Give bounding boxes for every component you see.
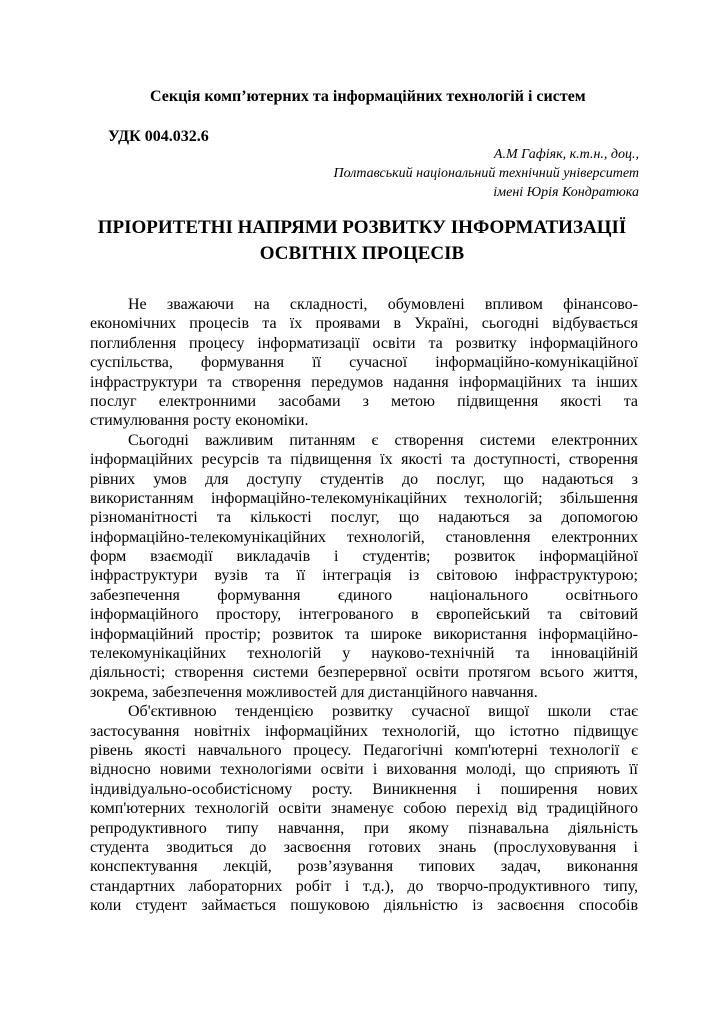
body-line: стимулювання росту економіки.	[90, 412, 309, 430]
body-line: економічних процесів та їх проявами в Україні, сьогодні відбувається	[90, 315, 638, 333]
section-heading: Секція комп’ютерних та інформаційних технологій і систем	[150, 88, 586, 105]
article-title-line: ОСВІТНІХ ПРОЦЕСІВ	[259, 243, 465, 264]
article-title	[78, 215, 646, 267]
body-line: діяльності; створення системи безперервної освіти протягом всього життя,	[90, 664, 638, 682]
body-line: інфраструктури вузів та її інтеграція із світовою інфраструктурою;	[90, 567, 638, 585]
body-line: забезпечення формування єдиного національного освітнього	[90, 586, 638, 604]
body-line: студента зводиться до засвоєння готових знань (прослуховування і	[90, 838, 638, 856]
body-line: інформаційних ресурсів та підвищення їх якості та доступності, створення	[90, 451, 638, 469]
body-line: рівень якості навчального процесу. Педагогічні комп'ютерні технології є	[90, 741, 638, 759]
body-line: індивідуально-особистісному росту. Виникнення і поширення нових	[90, 780, 638, 798]
body-line: інфраструктури та створення передумов надання інформаційних та інших	[90, 373, 638, 391]
body-line: застосування новітніх інформаційних технологій, що істотно підвищує	[90, 722, 638, 740]
body-line: зокрема, забезпечення можливостей для дистанційного навчання.	[90, 683, 538, 701]
body-line: інформаційно-телекомунікаційних технологій, становлення електронних	[90, 528, 638, 546]
body-line: комп'ютерних технологій освіти знаменує собою перехід від традиційного	[90, 800, 638, 818]
body-line: послуг електронними засобами з метою підвищення якості та	[90, 392, 638, 410]
body-line: репродуктивного типу навчання, при якому пізнавальна діяльність	[90, 819, 638, 837]
body-line: Сьогодні важливим питанням є створення системи електронних	[128, 431, 638, 449]
body-line: інформаційного простору, інтегрованого в європейський та світовий	[90, 606, 638, 624]
body-line: форм взаємодії викладачів і студентів; розвиток інформаційної	[90, 548, 638, 566]
body-line: коли студент займається пошуковою діяльністю із засвоєння способів	[90, 897, 638, 915]
body-line: використанням інформаційно-телекомунікаційних технологій; збільшення	[90, 489, 638, 507]
article-title-line: ПРІОРИТЕТНІ НАПРЯМИ РОЗВИТКУ ІНФОРМАТИЗАЦІЇ	[97, 217, 627, 238]
body-line: телекомунікаційних технологій у науково-технічній та інноваційній	[90, 645, 638, 663]
author-name: А.М Гафіяк, к.т.н., доц.,	[493, 147, 639, 162]
body-line: Не зважаючи на складності, обумовлені впливом фінансово-	[128, 296, 638, 313]
body-line: відносно новими технологіями освіти і виховання молоді, що сприяють її	[90, 761, 638, 779]
body-line: конспектування лекцій, розв’язування типових задач, виконання	[90, 858, 638, 876]
body-line: Об'єктивною тенденцією розвитку сучасної вищої школи стає	[128, 703, 638, 721]
author-affiliation-name: імені Юрія Кондратюка	[493, 185, 639, 200]
body-line: стандартних лабораторних робіт і т.д.), до творчо-продуктивного типу,	[90, 877, 638, 895]
body-line: різноманітності та кількості послуг, що надаються за допомогою	[90, 509, 638, 527]
body-line: рівних умов для доступу студентів до послуг, що надаються з	[90, 470, 638, 488]
body-line: суспільства, формування її сучасної інформаційно-комунікаційної	[90, 354, 638, 372]
body-line: поглиблення процесу інформатизації освіти та розвитку інформаційного	[90, 334, 638, 352]
author-block	[334, 145, 640, 202]
body-line: інформаційний простір; розвиток та широке використання інформаційно-	[90, 625, 638, 643]
article-body	[90, 295, 638, 916]
author-affiliation: Полтавський національний технічний університет	[333, 166, 639, 181]
udc-code: УДК 004.032.6	[108, 128, 209, 145]
